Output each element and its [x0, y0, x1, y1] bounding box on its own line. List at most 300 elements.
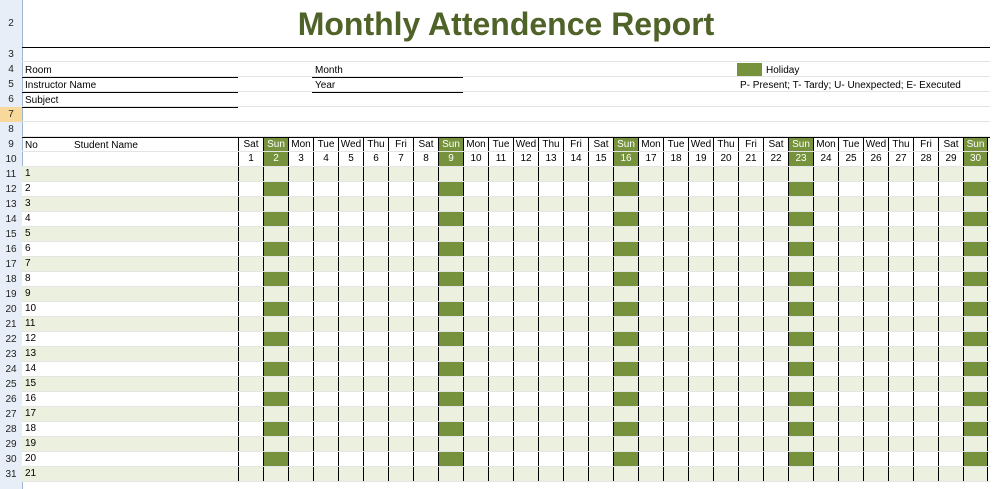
attendance-cell[interactable]	[388, 452, 413, 467]
attendance-cell[interactable]	[313, 182, 338, 197]
attendance-cell[interactable]	[413, 227, 438, 242]
attendance-cell[interactable]	[838, 242, 863, 257]
attendance-cell[interactable]	[413, 437, 438, 452]
row-number[interactable]: 14	[5, 214, 17, 225]
student-row[interactable]	[22, 212, 238, 227]
attendance-cell[interactable]	[663, 362, 688, 377]
attendance-cell[interactable]	[838, 347, 863, 362]
attendance-cell[interactable]	[638, 407, 663, 422]
attendance-cell[interactable]	[813, 227, 838, 242]
attendance-cell[interactable]	[388, 212, 413, 227]
attendance-cell[interactable]	[413, 317, 438, 332]
attendance-cell[interactable]	[238, 242, 263, 257]
attendance-cell[interactable]	[688, 182, 713, 197]
attendance-cell[interactable]	[663, 377, 688, 392]
attendance-cell[interactable]	[338, 302, 363, 317]
attendance-cell[interactable]	[263, 422, 288, 437]
attendance-cell[interactable]	[838, 272, 863, 287]
attendance-cell[interactable]	[788, 167, 813, 182]
attendance-cell[interactable]	[588, 362, 613, 377]
attendance-cell[interactable]	[363, 437, 388, 452]
attendance-cell[interactable]	[738, 332, 763, 347]
attendance-cell[interactable]	[588, 197, 613, 212]
attendance-cell[interactable]	[463, 317, 488, 332]
attendance-cell[interactable]	[463, 197, 488, 212]
attendance-cell[interactable]	[863, 362, 888, 377]
attendance-cell[interactable]	[338, 347, 363, 362]
attendance-cell[interactable]	[513, 302, 538, 317]
attendance-cell[interactable]	[313, 257, 338, 272]
attendance-cell[interactable]	[488, 452, 513, 467]
attendance-cell[interactable]	[788, 347, 813, 362]
attendance-cell[interactable]	[488, 272, 513, 287]
attendance-cell[interactable]	[963, 407, 988, 422]
attendance-cell[interactable]	[963, 317, 988, 332]
attendance-cell[interactable]	[388, 407, 413, 422]
attendance-cell[interactable]	[813, 197, 838, 212]
attendance-cell[interactable]	[588, 167, 613, 182]
attendance-cell[interactable]	[513, 257, 538, 272]
attendance-cell[interactable]	[938, 377, 963, 392]
attendance-cell[interactable]	[588, 347, 613, 362]
attendance-cell[interactable]	[288, 182, 313, 197]
attendance-cell[interactable]	[963, 242, 988, 257]
attendance-cell[interactable]	[888, 197, 913, 212]
attendance-cell[interactable]	[938, 272, 963, 287]
attendance-cell[interactable]	[863, 422, 888, 437]
attendance-cell[interactable]	[538, 347, 563, 362]
attendance-cell[interactable]	[363, 422, 388, 437]
attendance-cell[interactable]	[938, 287, 963, 302]
attendance-cell[interactable]	[238, 227, 263, 242]
attendance-cell[interactable]	[588, 377, 613, 392]
attendance-cell[interactable]	[838, 362, 863, 377]
attendance-cell[interactable]	[938, 182, 963, 197]
attendance-cell[interactable]	[638, 257, 663, 272]
attendance-cell[interactable]	[838, 302, 863, 317]
attendance-cell[interactable]	[563, 242, 588, 257]
attendance-cell[interactable]	[438, 392, 463, 407]
month-field[interactable]	[312, 77, 463, 78]
attendance-cell[interactable]	[413, 407, 438, 422]
attendance-cell[interactable]	[813, 182, 838, 197]
attendance-cell[interactable]	[288, 332, 313, 347]
attendance-cell[interactable]	[263, 362, 288, 377]
attendance-cell[interactable]	[638, 287, 663, 302]
attendance-cell[interactable]	[563, 317, 588, 332]
attendance-cell[interactable]	[263, 242, 288, 257]
row-number[interactable]: 23	[5, 349, 17, 360]
attendance-cell[interactable]	[938, 242, 963, 257]
attendance-cell[interactable]	[438, 302, 463, 317]
attendance-cell[interactable]	[588, 242, 613, 257]
attendance-cell[interactable]	[763, 407, 788, 422]
attendance-cell[interactable]	[313, 332, 338, 347]
attendance-cell[interactable]	[463, 242, 488, 257]
attendance-cell[interactable]	[788, 467, 813, 482]
attendance-cell[interactable]	[813, 302, 838, 317]
attendance-cell[interactable]	[488, 317, 513, 332]
attendance-cell[interactable]	[563, 392, 588, 407]
attendance-cell[interactable]	[863, 182, 888, 197]
attendance-cell[interactable]	[813, 422, 838, 437]
attendance-cell[interactable]	[288, 377, 313, 392]
attendance-cell[interactable]	[713, 407, 738, 422]
attendance-cell[interactable]	[788, 422, 813, 437]
attendance-cell[interactable]	[363, 407, 388, 422]
attendance-cell[interactable]	[813, 287, 838, 302]
attendance-cell[interactable]	[263, 437, 288, 452]
attendance-cell[interactable]	[463, 377, 488, 392]
attendance-cell[interactable]	[963, 227, 988, 242]
attendance-cell[interactable]	[613, 332, 638, 347]
attendance-cell[interactable]	[788, 227, 813, 242]
attendance-cell[interactable]	[863, 347, 888, 362]
attendance-cell[interactable]	[563, 167, 588, 182]
attendance-cell[interactable]	[338, 467, 363, 482]
attendance-cell[interactable]	[838, 332, 863, 347]
attendance-cell[interactable]	[963, 182, 988, 197]
attendance-cell[interactable]	[488, 332, 513, 347]
attendance-cell[interactable]	[588, 227, 613, 242]
attendance-cell[interactable]	[888, 272, 913, 287]
attendance-cell[interactable]	[613, 302, 638, 317]
attendance-cell[interactable]	[463, 302, 488, 317]
student-row[interactable]	[22, 272, 238, 287]
attendance-cell[interactable]	[763, 257, 788, 272]
attendance-cell[interactable]	[938, 212, 963, 227]
attendance-cell[interactable]	[888, 347, 913, 362]
attendance-cell[interactable]	[713, 362, 738, 377]
attendance-cell[interactable]	[713, 227, 738, 242]
attendance-cell[interactable]	[388, 347, 413, 362]
attendance-cell[interactable]	[563, 437, 588, 452]
attendance-cell[interactable]	[563, 302, 588, 317]
attendance-cell[interactable]	[688, 377, 713, 392]
attendance-cell[interactable]	[288, 242, 313, 257]
attendance-cell[interactable]	[513, 332, 538, 347]
attendance-cell[interactable]	[488, 287, 513, 302]
attendance-cell[interactable]	[613, 422, 638, 437]
attendance-cell[interactable]	[288, 197, 313, 212]
attendance-cell[interactable]	[963, 347, 988, 362]
attendance-cell[interactable]	[913, 362, 938, 377]
attendance-cell[interactable]	[663, 257, 688, 272]
attendance-cell[interactable]	[838, 422, 863, 437]
attendance-cell[interactable]	[488, 242, 513, 257]
attendance-cell[interactable]	[663, 347, 688, 362]
row-number[interactable]: 15	[5, 229, 17, 240]
attendance-cell[interactable]	[438, 212, 463, 227]
attendance-cell[interactable]	[963, 377, 988, 392]
attendance-cell[interactable]	[788, 452, 813, 467]
attendance-cell[interactable]	[863, 302, 888, 317]
attendance-cell[interactable]	[238, 317, 263, 332]
attendance-cell[interactable]	[488, 407, 513, 422]
attendance-cell[interactable]	[663, 182, 688, 197]
attendance-cell[interactable]	[538, 437, 563, 452]
attendance-cell[interactable]	[663, 287, 688, 302]
attendance-cell[interactable]	[338, 392, 363, 407]
attendance-cell[interactable]	[738, 212, 763, 227]
attendance-cell[interactable]	[413, 212, 438, 227]
attendance-cell[interactable]	[688, 452, 713, 467]
attendance-cell[interactable]	[463, 257, 488, 272]
row-number[interactable]: 18	[5, 274, 17, 285]
attendance-cell[interactable]	[613, 317, 638, 332]
attendance-cell[interactable]	[863, 167, 888, 182]
row-number[interactable]: 21	[5, 319, 17, 330]
attendance-cell[interactable]	[713, 182, 738, 197]
row-number[interactable]: 27	[5, 409, 17, 420]
row-number[interactable]: 8	[8, 124, 14, 135]
attendance-cell[interactable]	[688, 332, 713, 347]
attendance-cell[interactable]	[463, 272, 488, 287]
attendance-cell[interactable]	[788, 197, 813, 212]
attendance-cell[interactable]	[488, 227, 513, 242]
attendance-cell[interactable]	[638, 467, 663, 482]
attendance-cell[interactable]	[438, 407, 463, 422]
attendance-cell[interactable]	[913, 272, 938, 287]
attendance-cell[interactable]	[338, 242, 363, 257]
row-number[interactable]: 22	[5, 334, 17, 345]
attendance-cell[interactable]	[288, 167, 313, 182]
attendance-cell[interactable]	[363, 347, 388, 362]
attendance-cell[interactable]	[538, 422, 563, 437]
attendance-cell[interactable]	[913, 212, 938, 227]
attendance-cell[interactable]	[738, 287, 763, 302]
attendance-cell[interactable]	[563, 257, 588, 272]
attendance-cell[interactable]	[388, 392, 413, 407]
attendance-cell[interactable]	[638, 212, 663, 227]
attendance-cell[interactable]	[813, 347, 838, 362]
attendance-cell[interactable]	[913, 392, 938, 407]
attendance-cell[interactable]	[263, 197, 288, 212]
attendance-cell[interactable]	[863, 467, 888, 482]
attendance-cell[interactable]	[413, 302, 438, 317]
attendance-cell[interactable]	[713, 197, 738, 212]
attendance-cell[interactable]	[663, 272, 688, 287]
attendance-cell[interactable]	[688, 212, 713, 227]
attendance-cell[interactable]	[888, 422, 913, 437]
attendance-cell[interactable]	[338, 227, 363, 242]
attendance-cell[interactable]	[413, 197, 438, 212]
attendance-cell[interactable]	[913, 407, 938, 422]
attendance-cell[interactable]	[588, 272, 613, 287]
attendance-cell[interactable]	[713, 347, 738, 362]
student-row[interactable]	[22, 167, 238, 182]
attendance-cell[interactable]	[938, 257, 963, 272]
attendance-cell[interactable]	[738, 272, 763, 287]
attendance-cell[interactable]	[263, 212, 288, 227]
attendance-cell[interactable]	[388, 437, 413, 452]
attendance-cell[interactable]	[238, 167, 263, 182]
attendance-cell[interactable]	[488, 257, 513, 272]
attendance-cell[interactable]	[888, 362, 913, 377]
student-row[interactable]	[22, 392, 238, 407]
attendance-cell[interactable]	[413, 287, 438, 302]
attendance-cell[interactable]	[738, 467, 763, 482]
attendance-cell[interactable]	[738, 227, 763, 242]
attendance-cell[interactable]	[413, 182, 438, 197]
attendance-cell[interactable]	[738, 377, 763, 392]
attendance-cell[interactable]	[788, 317, 813, 332]
attendance-cell[interactable]	[513, 182, 538, 197]
subject-field[interactable]	[22, 107, 238, 108]
attendance-cell[interactable]	[513, 167, 538, 182]
row-number[interactable]: 25	[5, 379, 17, 390]
attendance-cell[interactable]	[413, 422, 438, 437]
attendance-cell[interactable]	[613, 167, 638, 182]
attendance-cell[interactable]	[938, 227, 963, 242]
attendance-cell[interactable]	[838, 197, 863, 212]
attendance-cell[interactable]	[238, 392, 263, 407]
attendance-cell[interactable]	[238, 287, 263, 302]
attendance-cell[interactable]	[688, 197, 713, 212]
attendance-cell[interactable]	[713, 287, 738, 302]
attendance-cell[interactable]	[413, 467, 438, 482]
attendance-cell[interactable]	[938, 317, 963, 332]
attendance-cell[interactable]	[638, 377, 663, 392]
attendance-cell[interactable]	[363, 197, 388, 212]
attendance-cell[interactable]	[438, 197, 463, 212]
attendance-cell[interactable]	[363, 362, 388, 377]
attendance-cell[interactable]	[788, 287, 813, 302]
attendance-cell[interactable]	[913, 437, 938, 452]
attendance-cell[interactable]	[463, 467, 488, 482]
attendance-cell[interactable]	[238, 407, 263, 422]
attendance-cell[interactable]	[713, 272, 738, 287]
attendance-cell[interactable]	[763, 437, 788, 452]
row-number[interactable]: 2	[8, 18, 14, 29]
attendance-cell[interactable]	[763, 287, 788, 302]
attendance-cell[interactable]	[513, 407, 538, 422]
attendance-cell[interactable]	[963, 332, 988, 347]
attendance-cell[interactable]	[763, 227, 788, 242]
row-number[interactable]: 30	[5, 454, 17, 465]
attendance-cell[interactable]	[538, 227, 563, 242]
attendance-cell[interactable]	[438, 287, 463, 302]
attendance-cell[interactable]	[388, 377, 413, 392]
attendance-cell[interactable]	[888, 212, 913, 227]
attendance-cell[interactable]	[863, 227, 888, 242]
student-row[interactable]	[22, 347, 238, 362]
year-field[interactable]	[312, 92, 463, 93]
attendance-cell[interactable]	[363, 452, 388, 467]
attendance-cell[interactable]	[488, 302, 513, 317]
attendance-cell[interactable]	[613, 392, 638, 407]
attendance-cell[interactable]	[713, 422, 738, 437]
attendance-cell[interactable]	[263, 302, 288, 317]
attendance-cell[interactable]	[813, 377, 838, 392]
attendance-cell[interactable]	[763, 167, 788, 182]
attendance-cell[interactable]	[738, 317, 763, 332]
attendance-cell[interactable]	[488, 347, 513, 362]
attendance-cell[interactable]	[363, 272, 388, 287]
attendance-cell[interactable]	[838, 227, 863, 242]
attendance-cell[interactable]	[313, 407, 338, 422]
row-number[interactable]: 11	[5, 169, 17, 180]
attendance-cell[interactable]	[388, 272, 413, 287]
attendance-cell[interactable]	[463, 407, 488, 422]
attendance-cell[interactable]	[738, 437, 763, 452]
attendance-cell[interactable]	[338, 167, 363, 182]
attendance-cell[interactable]	[338, 182, 363, 197]
row-number[interactable]: 12	[5, 184, 17, 195]
attendance-cell[interactable]	[838, 407, 863, 422]
attendance-cell[interactable]	[338, 257, 363, 272]
attendance-cell[interactable]	[688, 437, 713, 452]
attendance-cell[interactable]	[788, 272, 813, 287]
attendance-cell[interactable]	[788, 437, 813, 452]
attendance-cell[interactable]	[913, 242, 938, 257]
attendance-cell[interactable]	[738, 422, 763, 437]
attendance-cell[interactable]	[913, 452, 938, 467]
attendance-cell[interactable]	[388, 362, 413, 377]
attendance-cell[interactable]	[613, 257, 638, 272]
attendance-cell[interactable]	[863, 392, 888, 407]
attendance-cell[interactable]	[763, 362, 788, 377]
attendance-cell[interactable]	[963, 422, 988, 437]
attendance-cell[interactable]	[763, 212, 788, 227]
attendance-cell[interactable]	[438, 167, 463, 182]
row-number[interactable]: 7	[0, 107, 22, 122]
attendance-cell[interactable]	[738, 197, 763, 212]
attendance-cell[interactable]	[688, 302, 713, 317]
attendance-cell[interactable]	[888, 377, 913, 392]
attendance-cell[interactable]	[713, 257, 738, 272]
attendance-cell[interactable]	[388, 302, 413, 317]
attendance-cell[interactable]	[588, 212, 613, 227]
attendance-cell[interactable]	[413, 272, 438, 287]
attendance-cell[interactable]	[588, 317, 613, 332]
attendance-cell[interactable]	[588, 437, 613, 452]
attendance-cell[interactable]	[263, 167, 288, 182]
attendance-cell[interactable]	[613, 197, 638, 212]
attendance-cell[interactable]	[438, 347, 463, 362]
attendance-cell[interactable]	[588, 422, 613, 437]
attendance-cell[interactable]	[463, 362, 488, 377]
attendance-cell[interactable]	[688, 407, 713, 422]
attendance-cell[interactable]	[638, 317, 663, 332]
attendance-cell[interactable]	[488, 197, 513, 212]
attendance-cell[interactable]	[263, 407, 288, 422]
attendance-cell[interactable]	[363, 332, 388, 347]
attendance-cell[interactable]	[888, 407, 913, 422]
attendance-cell[interactable]	[288, 272, 313, 287]
attendance-cell[interactable]	[238, 467, 263, 482]
attendance-cell[interactable]	[938, 362, 963, 377]
attendance-cell[interactable]	[863, 242, 888, 257]
attendance-cell[interactable]	[288, 212, 313, 227]
row-number[interactable]: 28	[5, 424, 17, 435]
attendance-cell[interactable]	[663, 392, 688, 407]
attendance-cell[interactable]	[438, 467, 463, 482]
attendance-cell[interactable]	[363, 302, 388, 317]
attendance-cell[interactable]	[513, 392, 538, 407]
attendance-cell[interactable]	[638, 227, 663, 242]
attendance-cell[interactable]	[888, 242, 913, 257]
attendance-cell[interactable]	[613, 467, 638, 482]
attendance-cell[interactable]	[663, 407, 688, 422]
attendance-cell[interactable]	[613, 362, 638, 377]
attendance-cell[interactable]	[513, 227, 538, 242]
attendance-cell[interactable]	[713, 377, 738, 392]
attendance-cell[interactable]	[388, 167, 413, 182]
attendance-cell[interactable]	[713, 212, 738, 227]
attendance-cell[interactable]	[938, 392, 963, 407]
attendance-cell[interactable]	[813, 467, 838, 482]
